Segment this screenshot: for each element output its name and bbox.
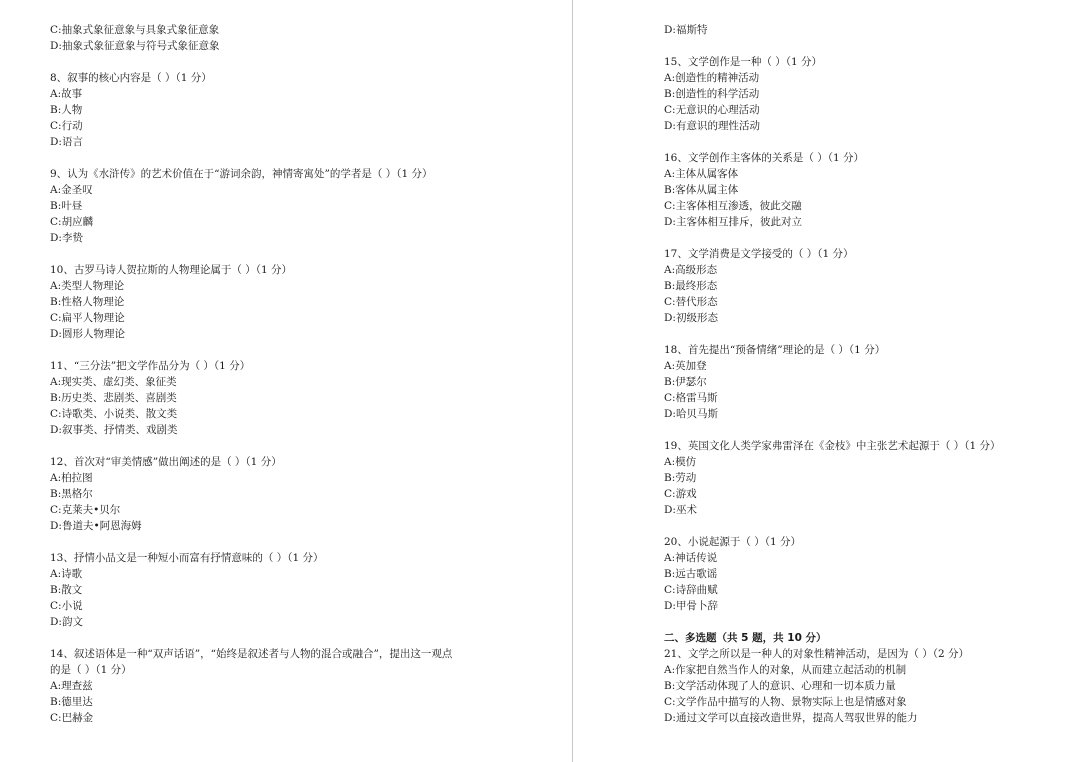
q10-option-a: A:类型人物理论 — [50, 280, 125, 292]
q21-stem: 21、文学之所以是一种人的对象性精神活动，是因为（ ）（2 分） — [664, 648, 969, 660]
q9-stem: 9、认为《水浒传》的艺术价值在于“游词余韵，神情寄寓处”的学者是（ ）（1 分） — [50, 168, 433, 180]
q18-option-b: B:伊瑟尔 — [664, 376, 707, 388]
q20-option-d: D:甲骨卜辞 — [664, 600, 718, 612]
q20-option-b: B:远古歌谣 — [664, 568, 718, 580]
q19-option-b: B:劳动 — [664, 472, 697, 484]
q16-option-d: D:主客体相互排斥，彼此对立 — [664, 216, 802, 228]
q19-option-a: A:模仿 — [664, 456, 697, 468]
q12-option-b: B:黑格尔 — [50, 488, 93, 500]
q11-option-b: B:历史类、悲剧类、喜剧类 — [50, 392, 177, 404]
q13-option-b: B:散文 — [50, 584, 83, 596]
q19-option-c: C:游戏 — [664, 488, 697, 500]
q8-option-b: B:人物 — [50, 104, 83, 116]
q10-option-b: B:性格人物理论 — [50, 296, 125, 308]
q17-option-c: C:替代形态 — [664, 296, 718, 308]
q15-option-d: D:有意识的理性活动 — [664, 120, 760, 132]
q14-stem-line2: 的是（ ）（1 分） — [50, 664, 132, 676]
q21-option-a: A:作家把自然当作人的对象，从而建立起活动的机制 — [664, 664, 907, 676]
q17-stem: 17、文学消费是文学接受的（ ）（1 分） — [664, 248, 854, 260]
q8-option-c: C:行动 — [50, 120, 83, 132]
q10-option-c: C:扁平人物理论 — [50, 312, 125, 324]
q12-option-a: A:柏拉图 — [50, 472, 93, 484]
q19-option-d: D:巫术 — [664, 504, 697, 516]
q15-stem: 15、文学创作是一种（ ）（1 分） — [664, 56, 822, 68]
section-heading-multiple-choice: 二、多选题（共 5 题，共 10 分） — [664, 632, 827, 644]
q17-option-b: B:最终形态 — [664, 280, 718, 292]
q11-option-d: D:叙事类、抒情类、戏剧类 — [50, 424, 178, 436]
q19-stem: 19、英国文化人类学家弗雷泽在《金枝》中主张艺术起源于（ ）（1 分） — [664, 440, 1001, 452]
q8-option-a: A:故事 — [50, 88, 83, 100]
q18-option-d: D:哈贝马斯 — [664, 408, 718, 420]
q12-option-c: C:克莱夫•贝尔 — [50, 504, 121, 516]
q14-option-a: A:理查兹 — [50, 680, 93, 692]
q14-option-b: B:德里达 — [50, 696, 93, 708]
q9-option-a: A:金圣叹 — [50, 184, 93, 196]
q10-stem: 10、古罗马诗人贺拉斯的人物理论属于（ ）（1 分） — [50, 264, 292, 276]
q21-option-b: B:文学活动体现了人的意识、心理和一切本质力量 — [664, 680, 896, 692]
q20-stem: 20、小说起源于（ ）（1 分） — [664, 536, 801, 548]
q11-stem: 11、“三分法”把文学作品分为（ ）（1 分） — [50, 360, 251, 372]
q18-option-a: A:英加登 — [664, 360, 707, 372]
q12-stem: 12、首次对“审美情感”做出阐述的是（ ）（1 分） — [50, 456, 282, 468]
right-page — [664, 22, 1044, 726]
page-divider — [572, 0, 573, 762]
q10-option-d: D:圆形人物理论 — [50, 328, 125, 340]
q9-option-d: D:李贽 — [50, 232, 83, 244]
q16-stem: 16、文学创作主客体的关系是（ ）（1 分） — [664, 152, 864, 164]
q13-stem: 13、抒情小品文是一种短小而富有抒情意味的（ ）（1 分） — [50, 552, 324, 564]
q15-option-c: C:无意识的心理活动 — [664, 104, 760, 116]
q11-option-a: A:现实类、虚幻类、象征类 — [50, 376, 177, 388]
q14-option-d: D:福斯特 — [664, 24, 708, 36]
q18-option-c: C:格雷马斯 — [664, 392, 718, 404]
q12-option-d: D:鲁道夫•阿恩海姆 — [50, 520, 142, 532]
q7-option-d: D:抽象式象征意象与符号式象征意象 — [50, 40, 220, 52]
q7-option-c: C:抽象式象征意象与具象式象征意象 — [50, 24, 220, 36]
q20-option-c: C:诗辞曲赋 — [664, 584, 718, 596]
q14-stem-line1: 14、叙述语体是一种“双声话语”，“始终是叙述者与人物的混合或融合”，提出这一观点 — [50, 648, 453, 660]
left-page — [50, 22, 550, 726]
q9-option-b: B:叶昼 — [50, 200, 83, 212]
q21-option-c: C:文学作品中描写的人物、景物实际上也是情感对象 — [664, 696, 907, 708]
q13-option-a: A:诗歌 — [50, 568, 83, 580]
q14-option-c: C:巴赫金 — [50, 712, 94, 724]
q15-option-a: A:创造性的精神活动 — [664, 72, 760, 84]
q16-option-b: B:客体从属主体 — [664, 184, 739, 196]
q8-option-d: D:语言 — [50, 136, 83, 148]
q15-option-b: B:创造性的科学活动 — [664, 88, 760, 100]
q13-option-c: C:小说 — [50, 600, 83, 612]
q13-option-d: D:韵文 — [50, 616, 83, 628]
q11-option-c: C:诗歌类、小说类、散文类 — [50, 408, 178, 420]
q9-option-c: C:胡应麟 — [50, 216, 94, 228]
q8-stem: 8、叙事的核心内容是（ ）（1 分） — [50, 72, 212, 84]
q17-option-d: D:初级形态 — [664, 312, 718, 324]
q21-option-d: D:通过文学可以直接改造世界，提高人驾驭世界的能力 — [664, 712, 918, 724]
q16-option-c: C:主客体相互渗透，彼此交融 — [664, 200, 802, 212]
q16-option-a: A:主体从属客体 — [664, 168, 739, 180]
q20-option-a: A:神话传说 — [664, 552, 718, 564]
q18-stem: 18、首先提出“预备情绪”理论的是（ ）（1 分） — [664, 344, 886, 356]
q17-option-a: A:高级形态 — [664, 264, 718, 276]
